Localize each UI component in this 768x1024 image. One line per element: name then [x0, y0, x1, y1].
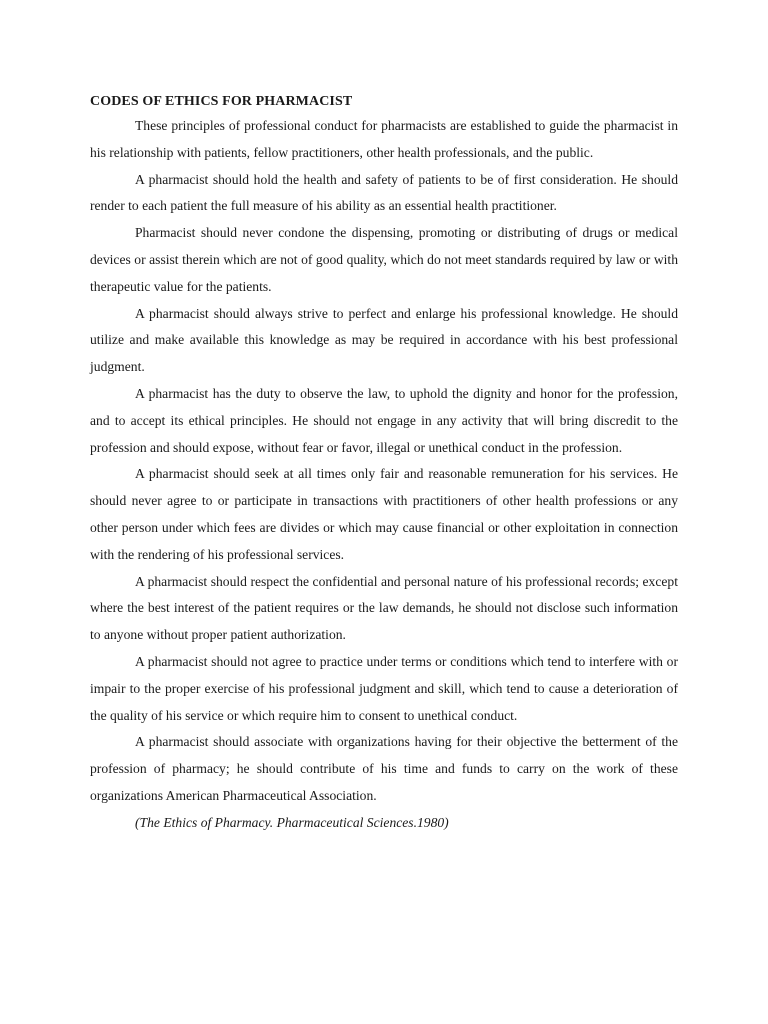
- citation: (The Ethics of Pharmacy. Pharmaceutical Sciences.1980): [135, 814, 449, 830]
- document-title: CODES OF ETHICS FOR PHARMACIST: [90, 94, 353, 109]
- paragraph-knowledge: A pharmacist should always strive to perfect and enlarge his professional knowledge. He should utilize and make available this knowledge as may be required in accordance with his best professional judgment.: [90, 305, 678, 375]
- paragraph-quality-drugs: Pharmacist should never condone the dispensing, promoting or distributing of drugs or medical devices or assist therein which are not of good quality, which do not meet standards required by law or with therapeutic value for the patients.: [90, 225, 678, 294]
- paragraph-organizations: A pharmacist should associate with organizations having for their objective the betterment of the profession of pharmacy; he should contribute of his time and funds to carry on the work of these organizations American Pharmaceutical Association.: [90, 734, 678, 803]
- paragraph-health-safety: A pharmacist should hold the health and safety of patients to be of first consideration. He should render to each patient the full measure of his ability as an essential health practitioner.: [90, 171, 678, 214]
- paragraph-confidentiality: A pharmacist should respect the confidential and personal nature of his professional records; except where the best interest of the patient requires or the law demands, he should not disclose such information to anyone without proper patient authorization.: [90, 573, 678, 643]
- paragraph-practice-terms: A pharmacist should not agree to practice under terms or conditions which tend to interfere with or impair to the proper exercise of his professional judgment and skill, which tend to cause a deterioration of the quality of his service or which require him to consent to unethical conduct.: [90, 653, 678, 723]
- paragraph-law-dignity: A pharmacist has the duty to observe the law, to uphold the dignity and honor for the profession, and to accept its ethical principles. He should not engage in any activity that will bring discredit to the profession and should expose, without fear or favor, illegal or unethical conduct in the profession.: [90, 385, 678, 455]
- document-page: [90, 92, 678, 836]
- paragraph-remuneration: A pharmacist should seek at all times only fair and reasonable remuneration for his services. He should never agree to or participate in transactions with practitioners of other health professions or any other person under which fees are divides or which may cause financial or other exploitation in connection with the rendering of his professional services.: [90, 466, 678, 562]
- paragraph-intro: These principles of professional conduct for pharmacists are established to guide the pharmacist in his relationship with patients, fellow practitioners, other health professionals, and the public.: [90, 118, 678, 160]
